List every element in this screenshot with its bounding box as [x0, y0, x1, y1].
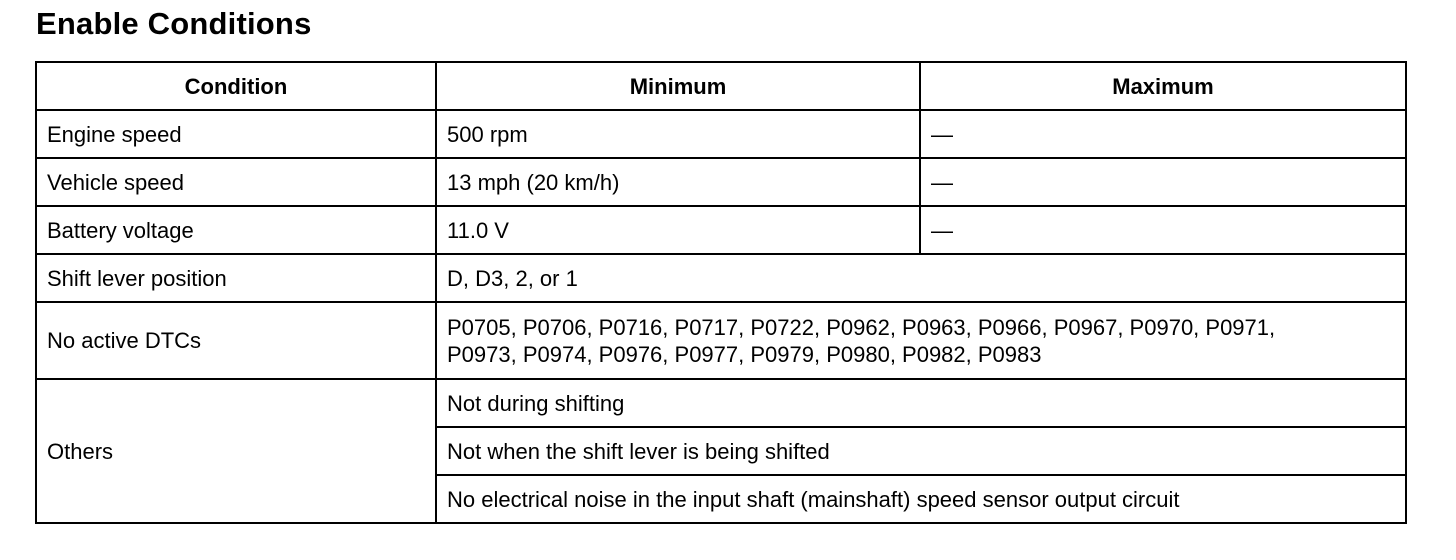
dtc-list-cell	[436, 302, 1406, 379]
table-header-row	[36, 62, 1406, 110]
condition-cell: Engine speed	[36, 110, 436, 158]
minimum-cell: 13 mph (20 km/h)	[436, 158, 920, 206]
condition-cell: Others	[36, 379, 436, 523]
maximum-cell: —	[920, 110, 1406, 158]
header-condition: Condition	[36, 62, 436, 110]
table-row	[36, 110, 1406, 158]
header-minimum: Minimum	[436, 62, 920, 110]
table-row-shift-lever	[36, 254, 1406, 302]
table-row	[36, 158, 1406, 206]
others-item-cell: Not during shifting	[436, 379, 1406, 427]
header-maximum: Maximum	[920, 62, 1406, 110]
minimum-cell: 11.0 V	[436, 206, 920, 254]
condition-cell: Shift lever position	[36, 254, 436, 302]
minimum-cell: 500 rpm	[436, 110, 920, 158]
shift-lever-value-cell: D, D3, 2, or 1	[436, 254, 1406, 302]
table-row-dtcs	[36, 302, 1406, 379]
condition-cell: Vehicle speed	[36, 158, 436, 206]
condition-cell: Battery voltage	[36, 206, 436, 254]
maximum-cell: —	[920, 206, 1406, 254]
others-item-cell: No electrical noise in the input shaft (mainshaft) speed sensor output circuit	[436, 475, 1406, 523]
condition-cell: No active DTCs	[36, 302, 436, 379]
others-item-cell: Not when the shift lever is being shifted	[436, 427, 1406, 475]
dtc-list-line: P0705, P0706, P0716, P0717, P0722, P0962, P0963, P0966, P0967, P0970, P0971,	[447, 314, 1276, 340]
table-row	[36, 206, 1406, 254]
enable-conditions-table	[35, 61, 1407, 524]
maximum-cell: —	[920, 158, 1406, 206]
dtc-list-line: P0973, P0974, P0976, P0977, P0979, P0980, P0982, P0983	[447, 341, 1042, 367]
page-title: Enable Conditions	[36, 6, 312, 41]
table-row-others	[36, 379, 1406, 427]
